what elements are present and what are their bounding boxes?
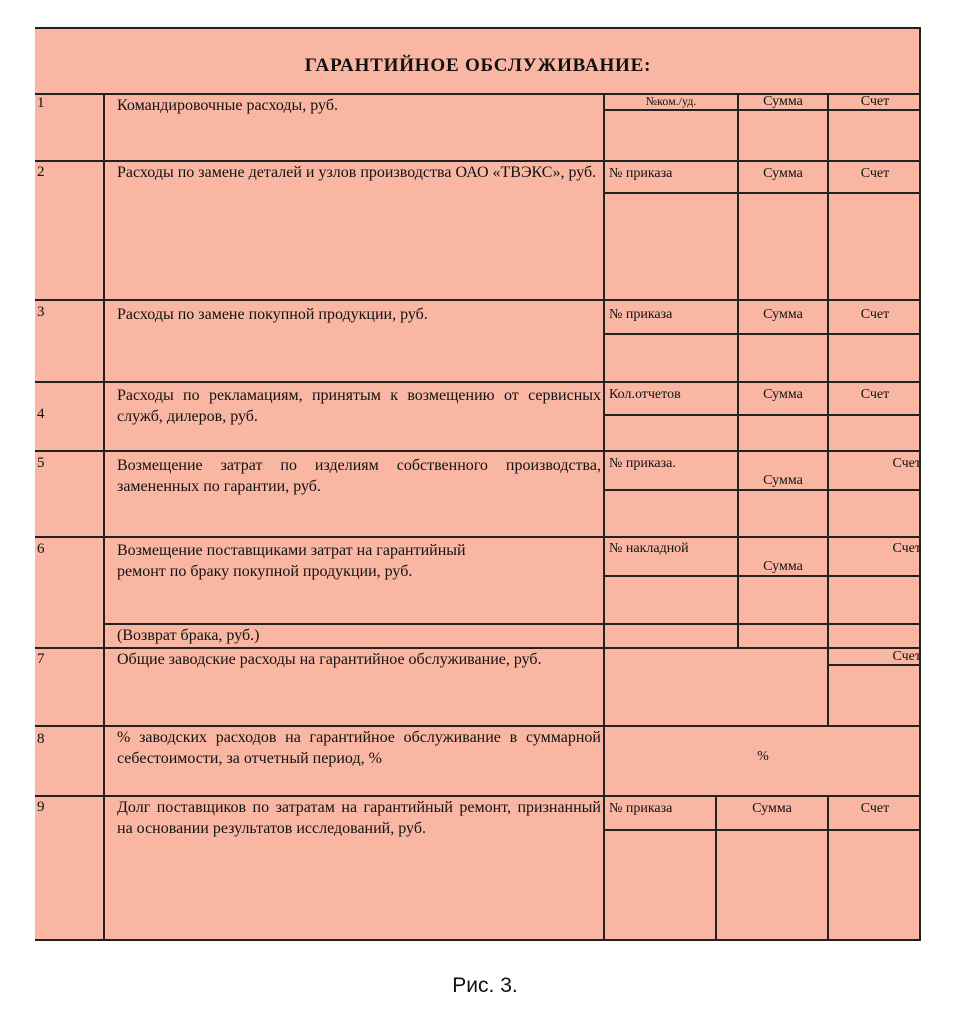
row-number: 2 — [37, 164, 45, 180]
column-header: № приказа — [609, 801, 673, 816]
row-divider — [35, 536, 921, 538]
column-header: № приказа — [609, 307, 673, 322]
column-header: Счет — [860, 166, 890, 181]
column-header: Счет — [892, 541, 921, 556]
warranty-service-form — [35, 27, 921, 939]
column-header: Кол.отчетов — [609, 387, 681, 402]
row-number: 3 — [37, 304, 45, 320]
row-description: Возмещение затрат по изделиям собственного производства, замененных по гарантии, руб. — [117, 457, 601, 495]
column-header: № приказа. — [609, 456, 676, 471]
header-underline — [603, 192, 921, 194]
row-description: Расходы по замене деталей и узлов производства ОАО «ТВЭКС», руб. — [117, 164, 597, 181]
row-description: Расходы по замене покупной продукции, руб. — [117, 306, 428, 323]
row-number: 7 — [37, 651, 45, 667]
column-header: Счет — [860, 94, 890, 109]
column-header: Сумма — [763, 166, 803, 181]
percent-cell: % — [757, 749, 769, 764]
row-divider — [35, 381, 921, 383]
row-divider — [35, 450, 921, 452]
row-description: % заводских расходов на гарантийное обслуживание в суммарной себестоимости, за отчетный период, % — [117, 729, 601, 767]
header-underline — [603, 575, 921, 577]
column-header: Сумма — [763, 387, 803, 402]
row-number: 5 — [37, 455, 45, 471]
column-header: № накладной — [609, 541, 689, 556]
row-description: Командировочные расходы, руб. — [117, 97, 338, 114]
column-header: Сумма — [752, 801, 792, 816]
column-header: Счет — [892, 456, 921, 471]
column-header: № приказа — [609, 166, 673, 181]
header-underline — [603, 333, 921, 335]
column-header: Счет — [860, 801, 890, 816]
header-underline — [603, 414, 921, 416]
row-number: 1 — [37, 95, 45, 111]
column-header: Сумма — [763, 94, 803, 109]
column-header: Сумма — [763, 473, 803, 488]
header-underline — [603, 489, 921, 491]
row-number: 6 — [37, 541, 45, 557]
header-underline — [603, 829, 921, 831]
column-header: Счет — [892, 649, 921, 664]
row-description: Расходы по рекламациям, принятым к возмещению от сервисных служб, дилеров, руб. — [117, 387, 601, 425]
row-number: 9 — [37, 799, 45, 815]
column-header: Счет — [860, 387, 890, 402]
row-divider — [35, 299, 921, 301]
form-title: ГАРАНТИЙНОЕ ОБСЛУЖИВАНИЕ: — [304, 55, 652, 76]
column-header: Сумма — [763, 559, 803, 574]
column-header: Сумма — [763, 307, 803, 322]
row-description-extra: (Возврат брака, руб.) — [117, 627, 260, 644]
figure-caption: Рис. 3. — [452, 974, 518, 997]
row-description: Общие заводские расходы на гарантийное обслуживание, руб. — [117, 651, 542, 668]
row-description: Возмещение поставщиками затрат на гарантийный ремонт по браку покупной продукции, руб. — [117, 542, 466, 580]
row-divider — [35, 939, 921, 941]
column-header: Счет — [860, 307, 890, 322]
row-description: Долг поставщиков по затратам на гарантийный ремонт, признанный на основании результатов исследований, руб. — [117, 799, 601, 837]
row-number: 4 — [37, 406, 45, 422]
number-column-divider — [103, 93, 105, 939]
row-number: 8 — [37, 731, 45, 747]
column-header: №ком./уд. — [645, 94, 697, 108]
sub-row-divider — [603, 623, 921, 625]
